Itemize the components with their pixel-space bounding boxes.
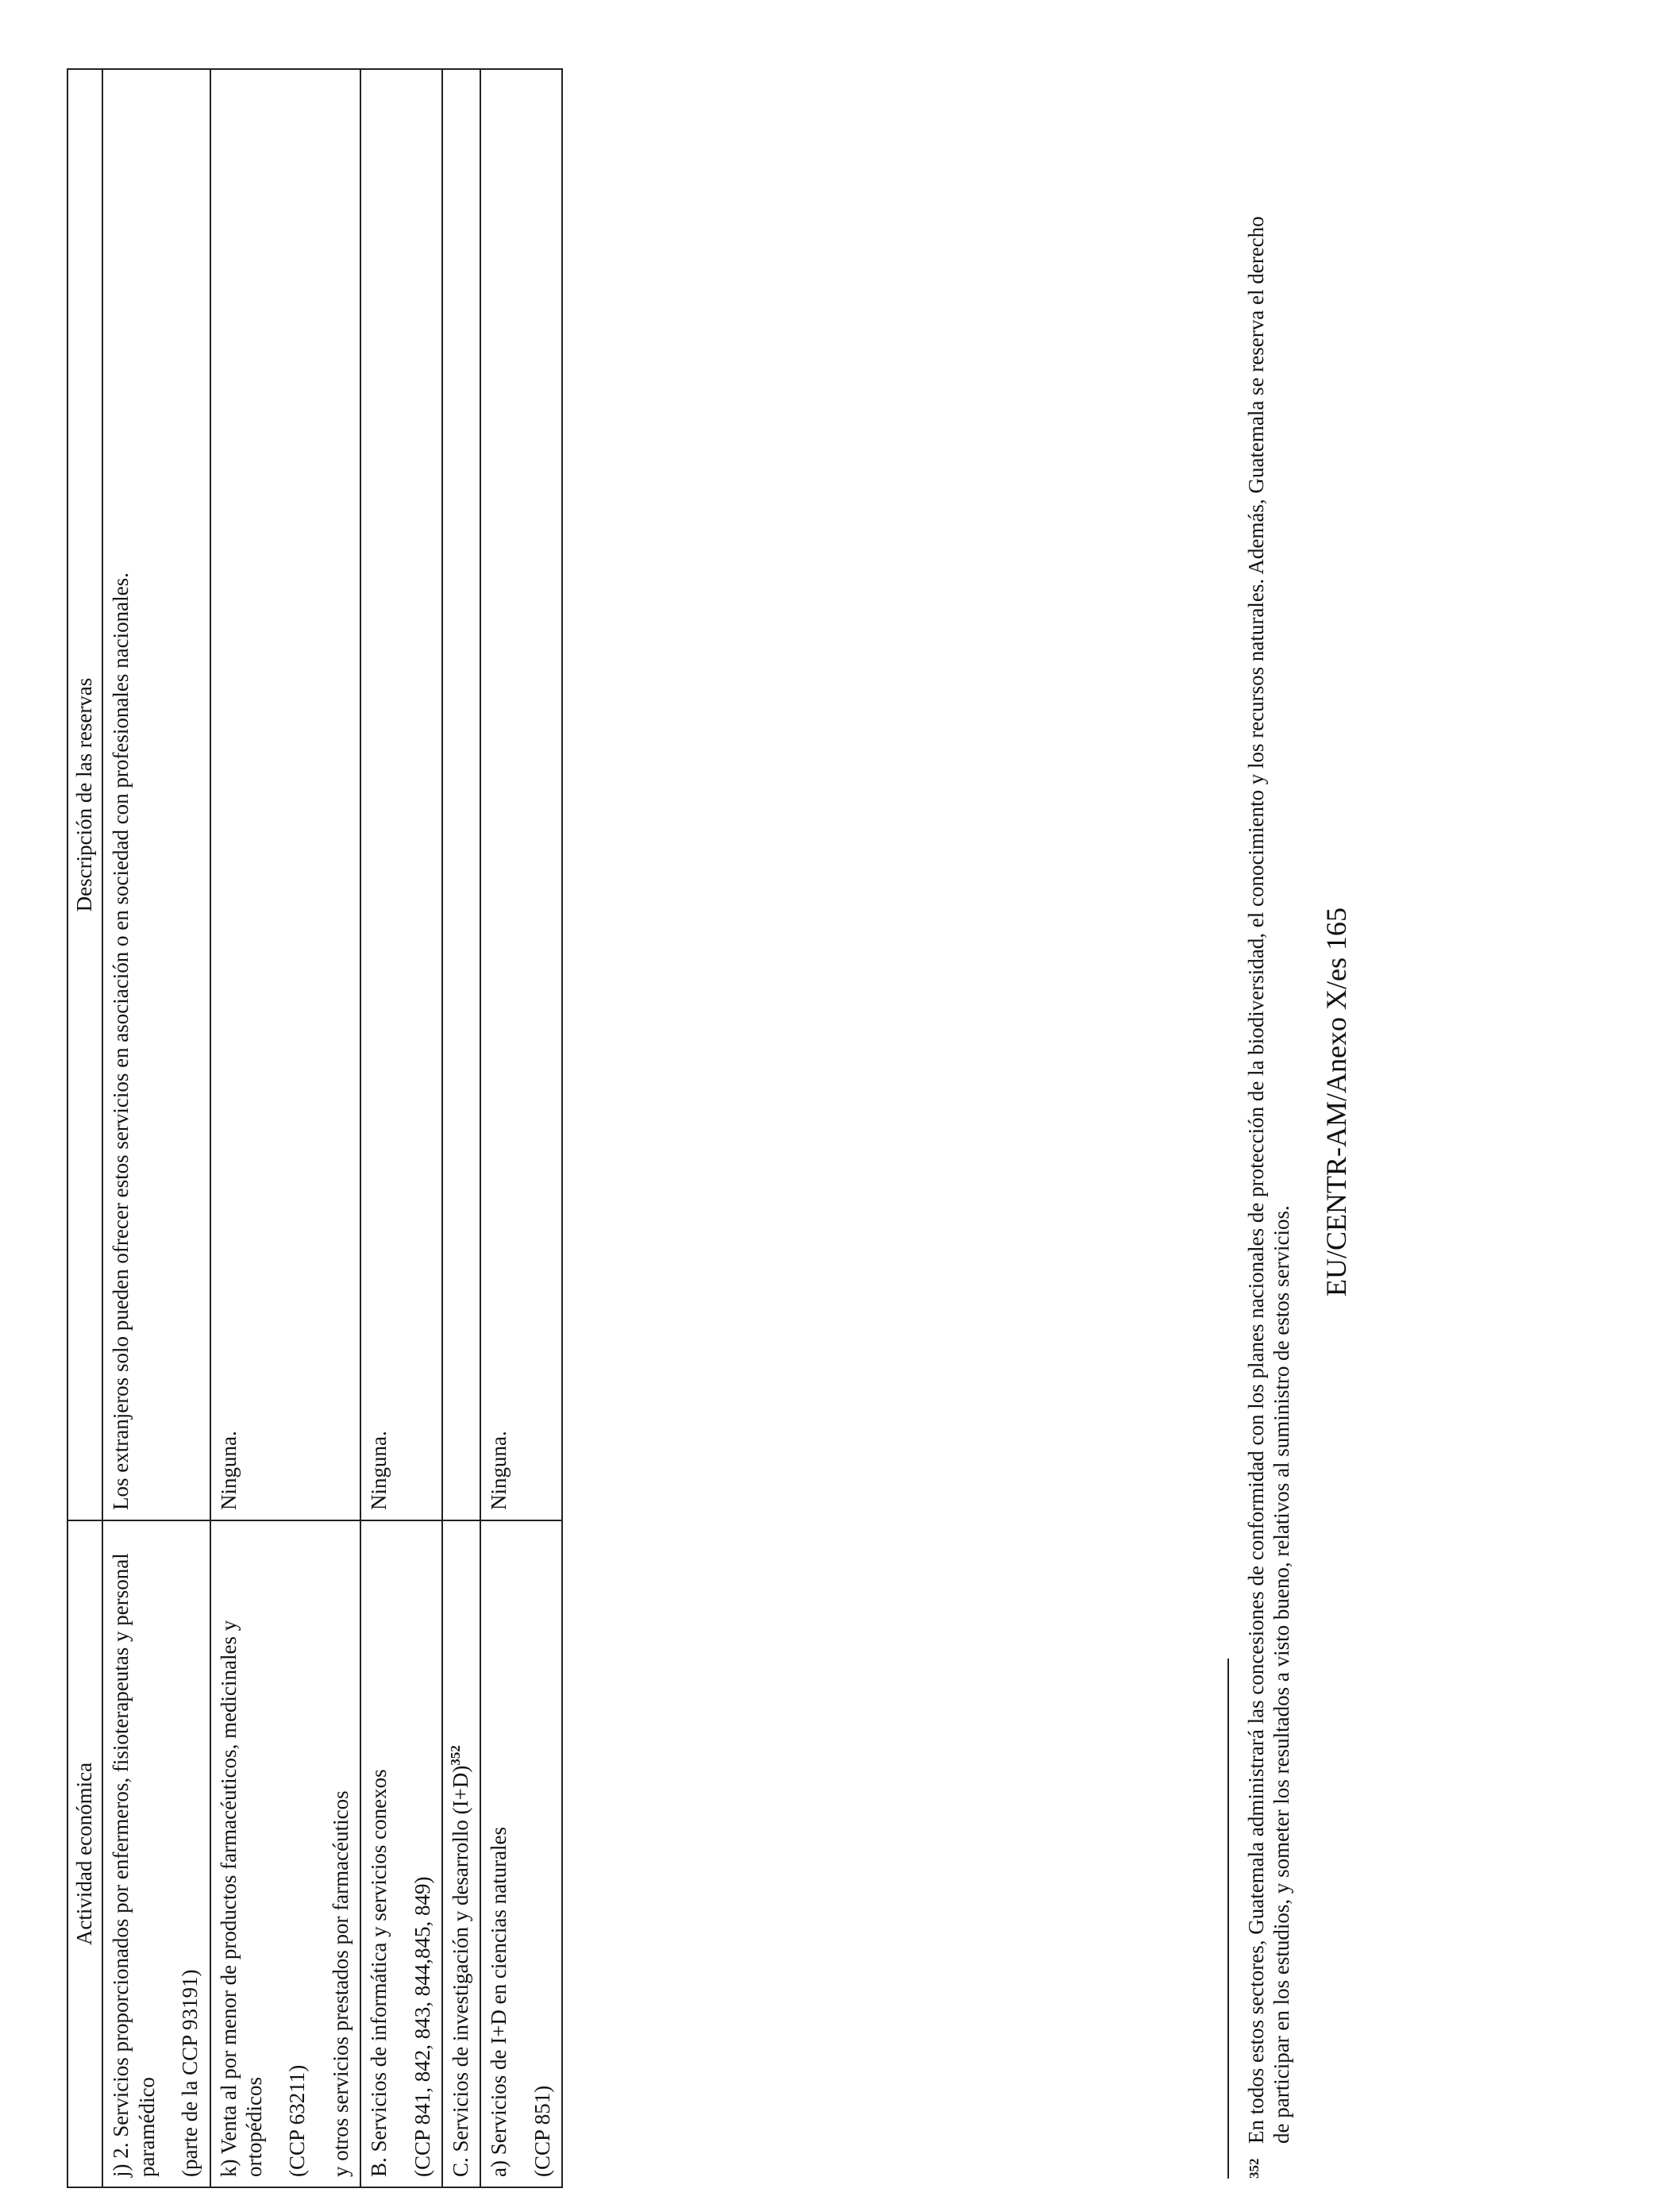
footnote: [1243, 194, 1295, 2179]
activity-cell: [480, 1520, 562, 2187]
table-row: [210, 69, 361, 2187]
description-text: Ninguna.: [487, 1431, 511, 1510]
description-cell: [360, 69, 442, 1520]
footnote-text: En todos estos sectores, Guatemala administrará las concesiones de conformidad con los planes nacionales de protección de la biodiversidad, el conocimiento y los recursos naturales. Además, Guatemala se reserva el derecho de participar en los estudios, y someter los resultados a visto bueno, relativos al suministro de estos servicios.: [1244, 216, 1294, 2144]
section-empty-cell: [442, 69, 480, 1520]
activity-cell: [210, 1520, 361, 2187]
activity-cell: [360, 1520, 442, 2187]
description-cell: [210, 69, 361, 1520]
activity-code: (CCP 851): [530, 2085, 554, 2177]
activity-text: B. Servicios de informática y servicios conexos: [367, 1769, 391, 2177]
activity-text: k) Venta al por menor de productos farmacéuticos, medicinales y ortopédicos: [216, 1620, 266, 2177]
header-activity: Actividad económica: [67, 1520, 102, 2187]
footnote-number: 352: [1247, 2158, 1262, 2179]
activity-code: (CCP 63211): [285, 2064, 310, 2177]
description-cell: [102, 69, 210, 1520]
activity-cell: [102, 1520, 210, 2187]
description-text: Ninguna.: [216, 1431, 241, 1510]
table-row: [360, 69, 442, 2187]
activity-code: (CCP 841, 842, 843, 844,845, 849): [410, 1876, 434, 2177]
activity-extra: y otros servicios prestados por farmacéuticos: [328, 1790, 353, 2177]
reservations-table: [67, 68, 563, 2188]
description-text: Ninguna.: [367, 1431, 391, 1510]
section-cell: [442, 1520, 480, 2187]
table-row: [102, 69, 210, 2187]
table-section-row: [442, 69, 480, 2187]
activity-code: (parte de la CCP 93191): [178, 1969, 202, 2177]
page-identifier: EU/CENTR-AM/Anexo X/es 165: [1320, 907, 1352, 1297]
footnote-divider: [1227, 1659, 1229, 2179]
activity-text: j) 2. Servicios proporcionados por enfermeros, fisioterapeutas y personal paramédico: [109, 1553, 159, 2177]
section-title: C. Servicios de investigación y desarrollo (I+D): [448, 1765, 472, 2177]
activity-text: a) Servicios de I+D en ciencias naturales: [487, 1826, 511, 2177]
table-header-row: [67, 69, 102, 2187]
footnote-reference[interactable]: 352: [447, 1745, 463, 1766]
description-cell: [480, 69, 562, 1520]
description-text: Los extranjeros solo pueden ofrecer estos servicios en asociación o en sociedad con profesionales nacionales.: [109, 572, 133, 1510]
header-description: Descripción de las reservas: [67, 69, 102, 1520]
table-row: [480, 69, 562, 2187]
